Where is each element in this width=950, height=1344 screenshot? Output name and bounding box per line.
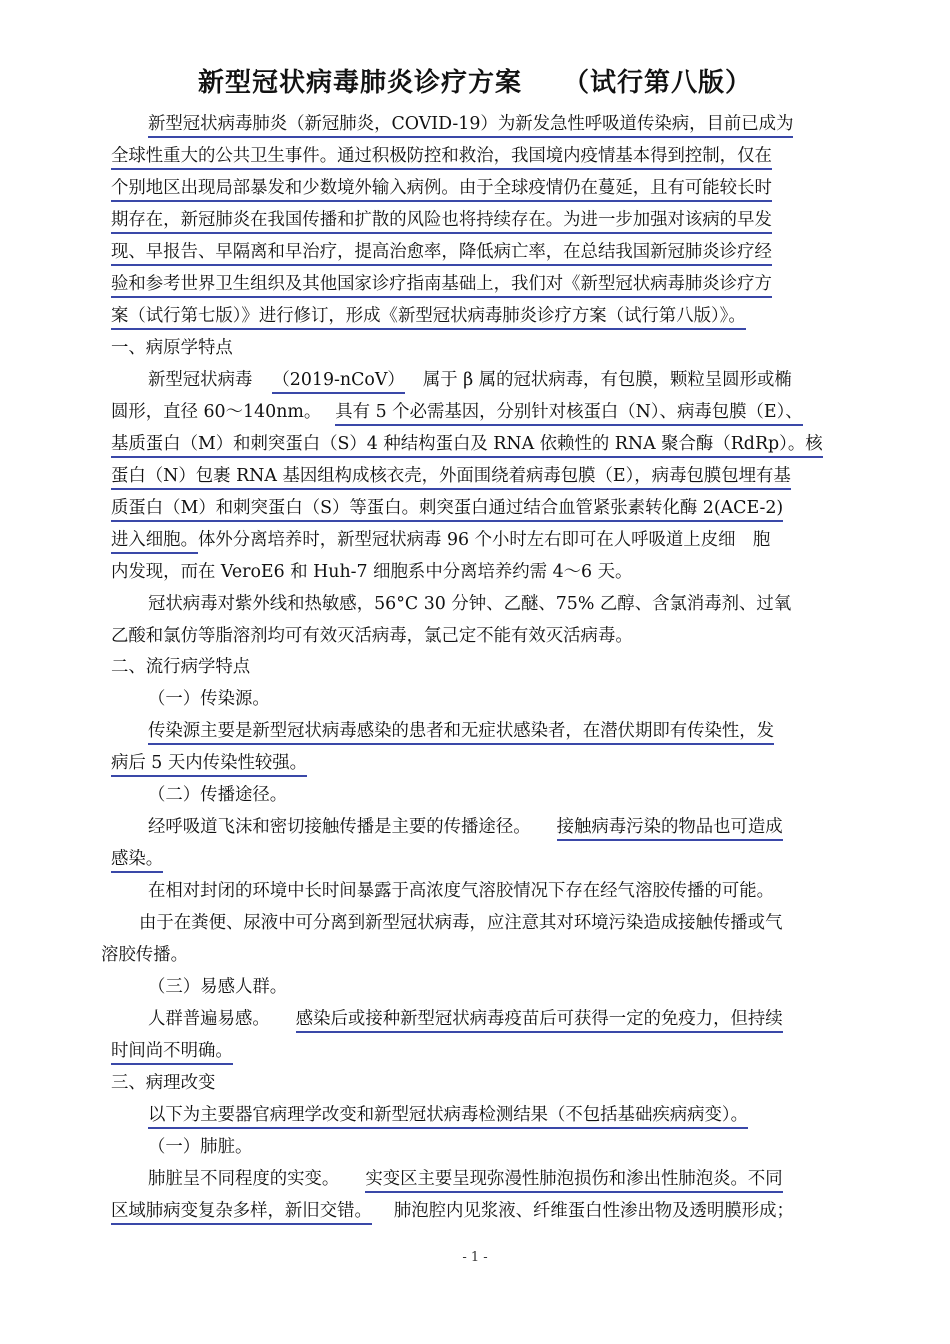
intro-line [111,240,772,264]
intro-line [111,144,772,168]
underlined-text: 感染。 [111,849,163,873]
intro-line [111,176,772,200]
body-text: 经呼吸道飞沫和密切接触传播是主要的传播途径。 [148,817,531,837]
underlined-text: 现、早报告、早隔离和早治疗，提高治愈率，降低病亡率，在总结我国新冠肺炎诊疗经 [111,242,772,266]
underlined-text: 期存在，新冠肺炎在我国传播和扩散的风险也将持续存在。为进一步加强对该病的早发 [111,210,772,234]
underlined-text: 感染后或接种新型冠状病毒疫苗后可获得一定的免疫力，但持续 [296,1009,783,1033]
underlined-text: 接触病毒污染的物品也可造成 [557,817,783,841]
body-text: 人群普遍易感。 [148,1009,270,1029]
body-line [148,1167,783,1191]
body-line [148,815,783,839]
section-heading: 二、流行病学特点 [111,657,251,677]
body-text: 肺泡腔内见浆液、纤维蛋白性渗出物及透明膜形成； [393,1201,794,1221]
body-text: 新型冠状病毒 [148,370,253,390]
intro-line [111,208,772,232]
underlined-text: 以下为主要器官病理学改变和新型冠状病毒检测结果（不包括基础疾病病变）。 [148,1105,748,1129]
underlined-text: 验和参考世界卫生组织及其他国家诊疗指南基础上，我们对《新型冠状病毒肺炎诊疗方 [111,274,772,298]
body-line [111,751,307,775]
subsection-heading: （一）肺脏。 [148,1137,253,1157]
intro-line [148,112,793,136]
underlined-text: 新型冠状病毒肺炎（新冠肺炎，COVID-19）为新发急性呼吸道传染病，目前已成为 [148,114,793,138]
underlined-text: 区域肺病变复杂多样，新旧交错。 [111,1201,372,1225]
body-line: 在相对封闭的环境中长时间暴露于高浓度气溶胶情况下存在经气溶胶传播的可能。 [148,881,775,901]
body-line [111,400,803,424]
section-heading: 一、病原学特点 [111,338,233,358]
underlined-text: 个别地区出现局部暴发和少数境外输入病例。由于全球疫情仍在蔓延，且有可能较长时 [111,178,772,202]
body-line [111,1199,794,1223]
underlined-text: 进入细胞。 [111,530,198,554]
underlined-text: 全球性重大的公共卫生事件。通过积极防控和救治，我国境内疫情基本得到控制，仅在 [111,146,772,170]
underlined-text: 具有 5 个必需基因，分别针对核蛋白（N）、病毒包膜（E）、 [335,402,802,426]
intro-line [111,272,772,296]
body-line: 溶胶传播。 [101,945,188,965]
body-text: 体外分离培养时，新型冠状病毒 96 个小时左右即可在人呼吸道上皮细 胞 [197,530,771,550]
body-line: 冠状病毒对紫外线和热敏感，56°C 30 分钟、乙醚、75% 乙醇、含氯消毒剂、过氧 [148,594,792,614]
underlined-text: 实变区主要呈现弥漫性肺泡损伤和渗出性肺泡炎。不同 [365,1169,782,1193]
underlined-text: 传染源主要是新型冠状病毒感染的患者和无症状感染者，在潜伏期即有传染性，发 [148,721,774,745]
underlined-text: 质蛋白（M）和刺突蛋白（S）等蛋白。刺突蛋白通过结合血管紧张素转化酶 2(ACE-2) [111,498,783,522]
body-line [111,496,783,520]
body-line [111,847,163,871]
body-line [148,368,792,392]
body-line [111,528,770,552]
subsection-heading: （一）传染源。 [148,689,270,709]
body-line [111,1039,233,1063]
underlined-text: （2019-nCoV） [272,370,404,394]
underlined-text: 蛋白（N）包裹 RNA 基因组构成核衣壳，外面围绕着病毒包膜（E），病毒包膜包埋有基 [111,466,791,490]
page-number: - 1 - [462,1250,488,1265]
body-line [148,1007,783,1031]
body-line: 由于在粪便、尿液中可分离到新型冠状病毒，应注意其对环境污染造成接触传播或气 [139,913,783,933]
underlined-text: 时间尚不明确。 [111,1041,233,1065]
body-line: 乙酸和氯仿等脂溶剂均可有效灭活病毒，氯己定不能有效灭活病毒。 [111,626,633,646]
subsection-heading: （二）传播途径。 [148,785,288,805]
underlined-text: 案（试行第七版）》进行修订，形成《新型冠状病毒肺炎诊疗方案（试行第八版）》。 [111,306,746,330]
document-title: 新型冠状病毒肺炎诊疗方案 （试行第八版） [197,68,752,98]
underlined-text: 病后 5 天内传染性较强。 [111,753,307,777]
subsection-heading: （三）易感人群。 [148,977,288,997]
body-text: 肺脏呈不同程度的实变。 [148,1169,340,1189]
body-line [111,464,791,488]
underlined-text: 基质蛋白（M）和刺突蛋白（S）4 种结构蛋白及 RNA 依赖性的 RNA 聚合酶（RdRp）。核 [111,434,823,458]
body-text: 圆形，直径 60～140nm。 [111,402,322,422]
body-line [111,432,823,456]
body-line [148,719,774,743]
body-line: 内发现，而在 VeroE6 和 Huh-7 细胞系中分离培养约需 4～6 天。 [111,562,633,582]
body-text: 属于 β 属的冠状病毒，有包膜，颗粒呈圆形或椭 [422,370,792,390]
section-heading: 三、病理改变 [111,1073,216,1093]
intro-line [111,304,746,328]
body-line [148,1103,748,1127]
